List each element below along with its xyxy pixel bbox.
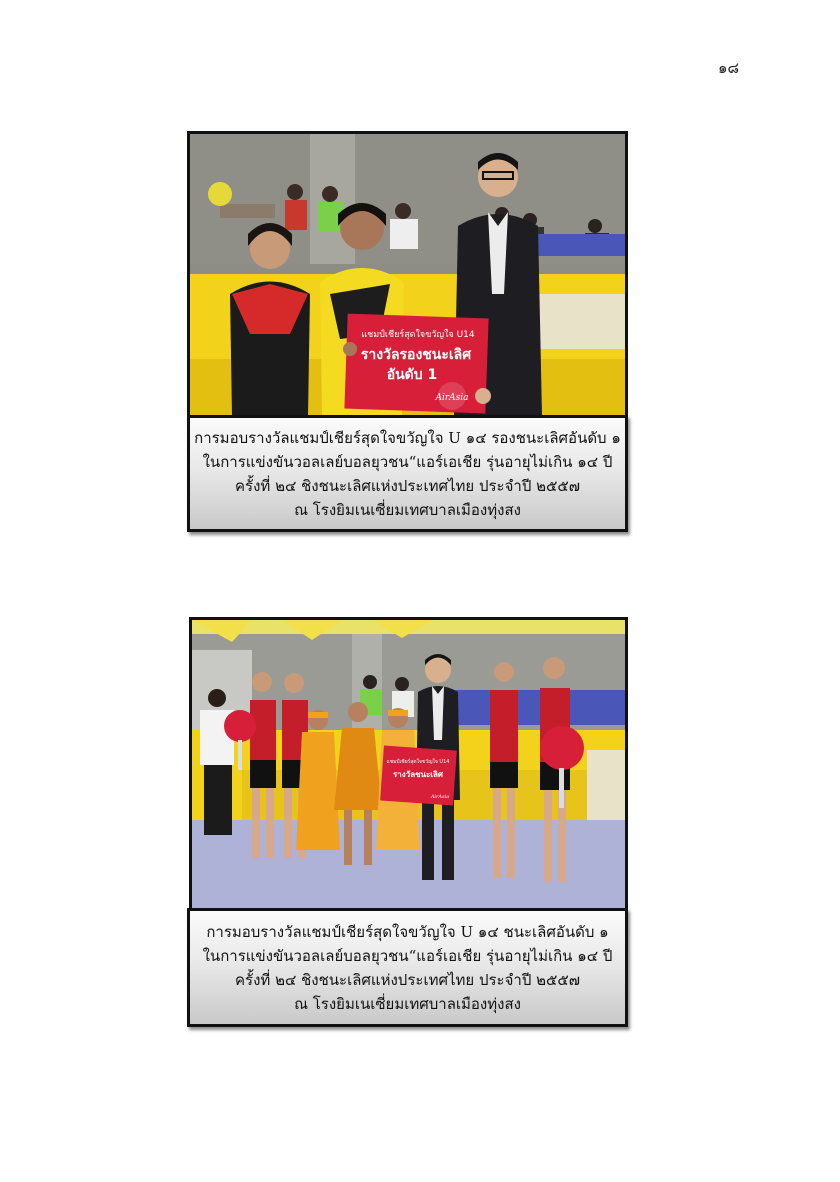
caption-runner-up — [187, 415, 628, 532]
sign-line-2: รางวัลชนะเลิศ — [393, 770, 443, 779]
caption-line-3: ครั้งที่ ๒๔ ชิงชนะเลิศแห่งประเทศไทย ประจำปี ๒๕๕๗ — [235, 476, 580, 495]
sign-line-1: แชมป์เชียร์สุดใจขวัญใจ U14 — [361, 330, 475, 340]
caption-line-2: ในการแข่งขันวอลเลย์บอลยุวชน“แอร์เอเชีย รุ่นอายุไม่เกิน ๑๔ ปี — [202, 946, 613, 965]
caption-line-1: การมอบรางวัลแชมป์เชียร์สุดใจขวัญใจ U ๑๔ รองชนะเลิศอันดับ ๑ — [194, 428, 621, 447]
airasia-logo: AirAsia — [430, 794, 450, 800]
caption-winner — [187, 908, 628, 1027]
caption-line-1: การมอบรางวัลแชมป์เชียร์สุดใจขวัญใจ U ๑๔ ชนะเลิศอันดับ ๑ — [206, 922, 609, 941]
sign-line-2: รางวัลรองชนะเลิศ — [360, 347, 472, 363]
caption-line-4: ณ โรงยิมเนเซี่ยมเทศบาลเมืองทุ่งสง — [294, 994, 521, 1013]
award-sign-winner — [380, 746, 457, 806]
sign-line-3: อันดับ 1 — [386, 367, 438, 383]
caption-line-3: ครั้งที่ ๒๔ ชิงชนะเลิศแห่งประเทศไทย ประจำปี ๒๕๕๗ — [235, 970, 580, 989]
airasia-logo: AirAsia — [435, 393, 469, 403]
award-photo-winner — [189, 617, 628, 911]
award-sign-runner-up — [344, 314, 488, 414]
award-photo-runner-up — [187, 131, 628, 419]
caption-line-4: ณ โรงยิมเนเซี่ยมเทศบาลเมืองทุ่งสง — [294, 500, 521, 519]
sign-line-1: แชมป์เชียร์สุดใจขวัญใจ U14 — [386, 759, 450, 765]
page-number: ๑๘ — [718, 59, 740, 77]
caption-line-2: ในการแข่งขันวอลเลย์บอลยุวชน“แอร์เอเชีย รุ่นอายุไม่เกิน ๑๔ ปี — [202, 452, 613, 471]
